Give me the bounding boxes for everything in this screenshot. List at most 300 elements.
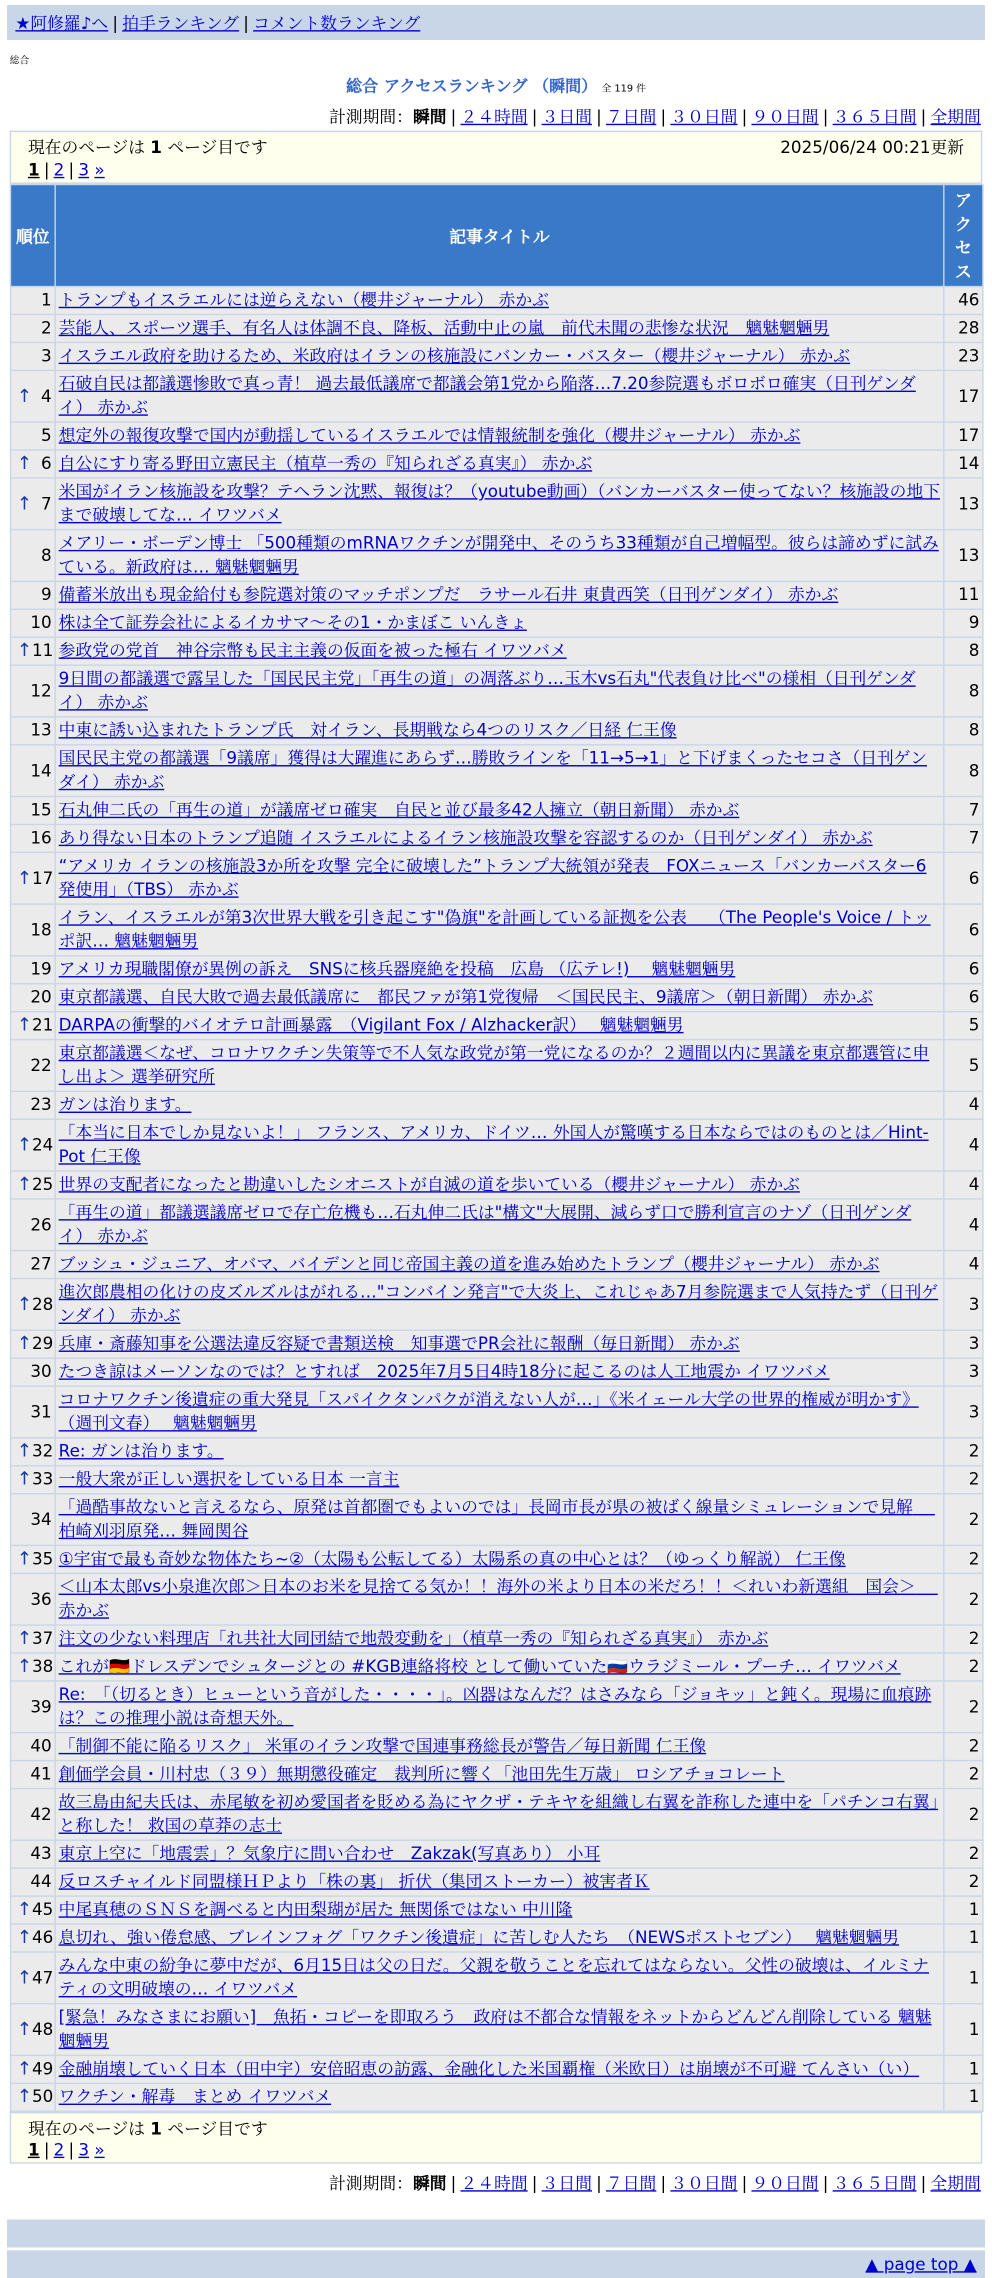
title-cell — [56, 343, 943, 370]
table-row — [11, 1359, 982, 1386]
title-cell — [56, 1841, 943, 1868]
title-cell — [56, 797, 943, 824]
rank-cell — [11, 2084, 54, 2111]
article-link[interactable]: 9日間の都議選で露呈した「国民民主党」「再生の道」の凋落ぶり…玉木vs石丸"代表負け比べ"の様相（日刊ゲンダイ） 赤かぶ — [58, 668, 916, 712]
table-row — [11, 853, 982, 903]
article-link[interactable]: ①宇宙で最も奇妙な物体たち~②（太陽も公転してる）太陽系の真の中心とは？（ゆっくり解説） 仁王像 — [58, 1548, 846, 1569]
up-arrow-icon: ↑ — [16, 1628, 33, 1650]
rank-cell — [11, 1012, 54, 1039]
article-link[interactable]: DARPAの衝撃的バイオテロ計画暴露 （Vigilant Fox / Alzhacker訳） 魑魅魍魎男 — [58, 1015, 684, 1035]
article-link[interactable]: 東京都議選、自民大敗で過去最低議席に 都民ファが第1党復帰 ＜国民民主、9議席＞（朝日新聞） 赤かぶ — [58, 987, 874, 1007]
rank-number: 48 — [32, 2019, 54, 2039]
rank-cell — [11, 287, 54, 314]
table-row — [11, 287, 982, 314]
access-count: 1 — [945, 2056, 983, 2083]
rank-number: 1 — [41, 290, 52, 310]
article-link[interactable]: 注文の少ない料理店「れ共社大同団結で地殻変動を」（植草一秀の『知られざる真実』） 赤かぶ — [58, 1628, 769, 1649]
article-link[interactable]: 息切れ、強い倦怠感、ブレインフォグ「ワクチン後遺症」に苦しむ人たち （NEWSポストセブン） 魑魅魍魎男 — [58, 1927, 900, 1948]
up-arrow-icon: ↑ — [16, 1015, 33, 1037]
page-link[interactable]: 3 — [78, 160, 90, 180]
period-link[interactable]: ３６５日間 — [832, 2173, 917, 2194]
title-cell — [56, 315, 943, 342]
title-cell — [56, 451, 943, 478]
up-arrow-icon: ↑ — [16, 1441, 33, 1463]
access-count: 2 — [945, 1733, 983, 1760]
rank-number: 40 — [30, 1736, 52, 1756]
rank-number: 38 — [32, 1656, 54, 1677]
rank-number: 30 — [30, 1361, 52, 1382]
rank-cell — [11, 984, 54, 1011]
article-link[interactable]: たつき諒はメーソンなのでは？とすれば 2025年7月5日4時18分に起こるのは人工地震か イワツバメ — [58, 1361, 830, 1382]
access-count: 1 — [945, 1897, 983, 1924]
rank-number: 50 — [32, 2086, 54, 2107]
table-row — [11, 1682, 982, 1732]
period-separator: | — [450, 106, 457, 127]
table-row — [11, 479, 982, 529]
period-current: 瞬間 — [412, 2173, 447, 2194]
article-link[interactable]: 進次郎農相の化けの皮ズルズルはがれる…"コンバイン発言"で大炎上、これじゃあ7月参院選まで人気持たず（日刊ゲンダイ） 赤かぶ — [58, 1282, 939, 1326]
period-separator: | — [660, 106, 667, 127]
period-link[interactable]: ３６５日間 — [832, 106, 917, 127]
title-cell — [56, 1172, 943, 1199]
article-link[interactable]: 兵庫・斎藤知事を公選法違反容疑で書類送検 知事選でPR会社に報酬（毎日新聞） 赤かぶ — [58, 1333, 740, 1354]
period-label: 計測期間： — [329, 2173, 413, 2194]
table-row — [11, 1626, 982, 1653]
total-count: 全 119 件 — [601, 83, 646, 95]
ranking-table — [10, 184, 984, 2112]
page-separator: | — [43, 160, 50, 180]
rank-number: 37 — [32, 1628, 54, 1649]
page-link[interactable]: 3 — [78, 2139, 90, 2160]
article-link[interactable]: 東京都議選＜なぜ、コロナワクチン失策等で不人気な政党が第一党になるのか？２週間以内に異議を東京都選管に申し出よ＞ 選挙研究所 — [58, 1043, 930, 1087]
article-link[interactable]: 「本当に日本でしか見ないよ！」 フランス、アメリカ、ドイツ… 外国人が驚嘆する日本ならではのものとは／Hint-Pot 仁王像 — [58, 1122, 929, 1167]
title-cell — [56, 2004, 943, 2054]
rank-number: 44 — [30, 1871, 52, 1892]
access-count: 8 — [945, 666, 983, 716]
period-link[interactable]: 全期間 — [930, 2173, 981, 2194]
access-count: 3 — [945, 1387, 983, 1437]
table-row — [11, 315, 982, 342]
table-row — [11, 746, 982, 796]
access-count: 2 — [945, 1682, 983, 1732]
access-count: 5 — [945, 1040, 983, 1090]
rank-cell — [11, 1789, 54, 1839]
rank-number: 4 — [41, 385, 52, 406]
period-separator: | — [450, 2173, 457, 2194]
title-cell — [56, 1387, 943, 1437]
table-row — [11, 984, 982, 1011]
ranking-rows — [11, 287, 982, 2110]
article-link[interactable]: メアリー・ボーデン博士 「500種類のmRNAワクチンが開発中、そのうち33種類が自己増幅型。彼らは諦めずに試みている。新政府は… 魑魅魍魎男 — [58, 533, 939, 577]
access-count: 2 — [945, 1789, 983, 1839]
table-row — [11, 825, 982, 852]
article-link[interactable]: 備蓄米放出も現金給付も参院選対策のマッチポンプだ ラサール石井 東貴西笑（日刊ゲンダイ） 赤かぶ — [58, 584, 839, 605]
page-title — [0, 75, 992, 97]
article-link[interactable]: 米国がイラン核施設を攻撃？テヘラン沈黙、報復は？（youtube動画）（バンカーバスター使ってない？核施設の地下まで破壊してな… イワツバメ — [58, 481, 940, 525]
access-count: 4 — [945, 1172, 983, 1199]
table-row — [11, 666, 982, 716]
rank-cell — [11, 1251, 54, 1278]
period-link[interactable]: ２４時間 — [460, 106, 528, 127]
rank-cell — [11, 956, 54, 983]
title-cell — [56, 1682, 943, 1732]
rank-cell — [11, 479, 54, 529]
table-row — [11, 1439, 982, 1466]
clap-ranking-link[interactable]: 拍手ランキング — [122, 13, 240, 33]
table-row — [11, 1092, 982, 1119]
title-cell — [56, 1733, 943, 1760]
up-arrow-icon: ↑ — [16, 1333, 33, 1355]
article-link[interactable]: これが🇩🇪ドレスデンでシュタージとの #KGB連絡将校 として働いていた🇷🇺ウラジミール・プーチ… イワツバメ — [58, 1656, 901, 1677]
rank-number: 24 — [32, 1134, 54, 1155]
access-count: 4 — [945, 1200, 983, 1250]
article-link[interactable]: 国民民主党の都議選「9議席」獲得は大躍進にあらず…勝敗ラインを「11→5→1」と下げまくったセコさ（日刊ゲンダイ） 赤かぶ — [58, 748, 927, 792]
table-row — [11, 1925, 982, 1952]
table-row — [11, 2056, 982, 2083]
period-link[interactable]: ３日間 — [541, 106, 592, 127]
rank-cell — [11, 1200, 54, 1250]
access-count: 2 — [945, 1546, 983, 1573]
up-arrow-icon: ↑ — [16, 1134, 33, 1156]
rank-number: 47 — [32, 1967, 54, 1987]
period-label: 計測期間： — [329, 106, 413, 127]
period-separator: | — [920, 2173, 927, 2194]
title-cell — [56, 1092, 943, 1119]
table-row — [11, 1897, 982, 1924]
period-current: 瞬間 — [412, 106, 447, 127]
article-link[interactable]: 「再生の道」都議選議席ゼロで存亡危機も…石丸伸二氏は"構文"大展開、減らず口で勝利宣言のナゾ（日刊ゲンダイ） 赤かぶ — [58, 1202, 912, 1246]
access-count: 17 — [945, 371, 983, 421]
table-row — [11, 1279, 982, 1329]
up-arrow-icon: ↑ — [16, 2058, 33, 2080]
rank-number: 18 — [30, 919, 52, 940]
article-link[interactable]: あり得ない日本のトランプ追随 イスラエルによるイラン核施設攻撃を容認するのか（日刊ゲンダイ） 赤かぶ — [58, 827, 873, 848]
access-count: 6 — [945, 956, 983, 983]
table-row — [11, 2084, 982, 2111]
access-count: 28 — [945, 315, 983, 342]
article-link[interactable]: トランプもイスラエルには逆らえない（櫻井ジャーナル） 赤かぶ — [58, 290, 549, 310]
current-page-text: 現在のページは 1 ページ目です — [27, 137, 268, 158]
title-cell — [56, 1761, 943, 1788]
nav-separator: | — [243, 13, 249, 33]
rank-number: 10 — [30, 612, 52, 633]
table-row — [11, 1789, 982, 1839]
article-link[interactable]: ワクチン・解毒 まとめ イワツバメ — [58, 2086, 332, 2107]
table-row — [11, 1494, 982, 1544]
table-row — [11, 423, 982, 450]
rank-cell — [11, 1925, 54, 1952]
access-count: 1 — [945, 2004, 983, 2054]
article-link[interactable]: 株は全て証券会社によるイカサマ～その1・かまぼこ いんきょ — [58, 612, 527, 633]
title-cell — [56, 1359, 943, 1386]
table-row — [11, 2004, 982, 2054]
access-count: 6 — [945, 905, 983, 955]
table-row — [11, 1574, 982, 1624]
table-row — [11, 582, 982, 609]
table-row — [11, 638, 982, 665]
table-row — [11, 1869, 982, 1896]
home-link[interactable]: ★阿修羅♪へ — [15, 13, 109, 33]
rank-cell — [11, 718, 54, 745]
table-row — [11, 1120, 982, 1170]
article-link[interactable]: コロナワクチン後遺症の重大発見「スパイクタンパクが消えない人が…」《米イェール大学の世界的権威が明かす》 （週刊文春） 魑魅魍魎男 — [58, 1389, 919, 1433]
title-cell — [56, 1869, 943, 1896]
table-row — [11, 1012, 982, 1039]
title-cell — [56, 1439, 943, 1466]
article-link[interactable]: 「制御不能に陥るリスク」 米軍のイラン攻撃で国連事務総長が警告／毎日新聞 仁王像 — [58, 1736, 707, 1756]
article-link[interactable]: “アメリカ イランの核施設3か所を攻撃 完全に破壊した”トランプ大統領が発表 FOXニュース「バンカーバスター6発使用」（TBS） 赤かぶ — [58, 855, 927, 900]
rank-number: 39 — [30, 1696, 52, 1716]
article-link[interactable]: イスラエル政府を助けるため、米政府はイランの核施設にバンカー・バスター（櫻井ジャーナル） 赤かぶ — [58, 345, 851, 366]
table-row — [11, 1654, 982, 1681]
rank-cell — [11, 1546, 54, 1573]
access-count: 2 — [945, 1494, 983, 1544]
title-cell — [56, 718, 943, 745]
next-page-link[interactable]: » — [94, 2139, 105, 2160]
rank-number: 23 — [30, 1094, 52, 1115]
period-link[interactable]: ７日間 — [606, 106, 657, 127]
rank-number: 16 — [30, 827, 52, 848]
title-cell — [56, 825, 943, 852]
article-link[interactable]: みんな中東の紛争に夢中だが、6月15日は父の日だ。父親を敬うことを忘れてはならない。父性の破壊は、イルミナティの文明破壊の… イワツバメ — [58, 1955, 930, 1999]
article-link[interactable]: 創価学会員・川村忠（３９）無期懲役確定 裁判所に響く「池田先生万歳」 ロシアチョコレート — [58, 1764, 785, 1784]
page-link[interactable]: 2 — [53, 160, 65, 180]
title-cell — [56, 1925, 943, 1952]
table-row — [11, 610, 982, 637]
rank-cell — [11, 1841, 54, 1868]
rank-number: 36 — [30, 1588, 52, 1609]
title-cell — [56, 905, 943, 955]
page-top-link[interactable]: ▲ page top ▲ — [865, 2254, 977, 2275]
comment-ranking-link[interactable]: コメント数ランキング — [253, 13, 421, 33]
period-separator: | — [531, 2173, 538, 2194]
table-row — [11, 1733, 982, 1760]
rank-cell — [11, 582, 54, 609]
page-links-bottom — [28, 2140, 964, 2160]
rank-cell — [11, 797, 54, 824]
article-link[interactable]: 中尾真穂のＳＮＳを調べると内田梨瑚が居た 無関係ではない 中川隆 — [58, 1899, 573, 1920]
title-cell — [56, 666, 943, 716]
article-link[interactable]: 石丸伸二氏の「再生の道」が議席ゼロ確実 自民と並び最多42人擁立（朝日新聞） 赤かぶ — [58, 800, 740, 820]
access-count: 7 — [945, 797, 983, 824]
up-arrow-icon: ↑ — [16, 1174, 33, 1196]
rank-cell — [11, 1439, 54, 1466]
table-row — [11, 1953, 982, 2003]
title-cell — [56, 1494, 943, 1544]
period-selector — [0, 104, 981, 128]
rank-number: 9 — [41, 584, 52, 605]
access-count: 6 — [945, 984, 983, 1011]
up-arrow-icon: ↑ — [16, 1469, 33, 1491]
up-arrow-icon: ↑ — [16, 493, 33, 515]
title-cell — [56, 1574, 943, 1624]
title-cell — [56, 1654, 943, 1681]
rank-number: 45 — [32, 1899, 54, 1920]
rank-number: 7 — [41, 493, 52, 513]
rank-number: 31 — [30, 1401, 52, 1422]
access-count: 2 — [945, 1654, 983, 1681]
rank-cell — [11, 1387, 54, 1437]
article-link[interactable]: 石破自民は都議選惨敗で真っ青！ 過去最低議席で都議会第1党から陥落…7.20参院選もボロボロ確実（日刊ゲンダイ） 赤かぶ — [58, 373, 916, 418]
period-link[interactable]: ９０日間 — [751, 2173, 819, 2194]
rank-cell — [11, 610, 54, 637]
table-row — [11, 1172, 982, 1199]
period-separator: | — [596, 106, 602, 127]
access-count: 2 — [945, 1466, 983, 1493]
article-link[interactable]: 一般大衆が正しい選択をしている日本 一言主 — [58, 1469, 400, 1489]
rank-number: 17 — [32, 867, 54, 888]
table-row — [11, 1546, 982, 1573]
rank-number: 5 — [41, 425, 52, 446]
article-link[interactable]: 故三島由紀夫氏は、赤尾敏を初め愛国者を貶める為にヤクザ・テキヤを組織し右翼を詐称した連中を「パチンコ右翼」と称した！ 救国の草莽の志士 — [58, 1792, 939, 1836]
article-link[interactable]: 中東に誘い込まれたトランプ氏 対イラン、長期戦なら4つのリスク／日経 仁王像 — [58, 720, 677, 740]
rank-number: 2 — [41, 317, 52, 338]
page-top-bar — [7, 2250, 985, 2278]
article-link[interactable]: 反ロスチャイルド同盟様ＨＰより「株の裏」 折伏（集団ストーカー）被害者Ｋ — [58, 1871, 650, 1892]
period-link[interactable]: ２４時間 — [460, 2173, 528, 2194]
table-row — [11, 718, 982, 745]
rank-cell — [11, 1574, 54, 1624]
access-count: 5 — [945, 1012, 983, 1039]
top-nav-bar — [7, 5, 985, 40]
rank-cell — [11, 1120, 54, 1170]
access-count: 46 — [945, 287, 983, 314]
rank-number: 6 — [41, 453, 52, 474]
rank-cell — [11, 1897, 54, 1924]
article-link[interactable]: 自公にすり寄る野田立憲民主（植草一秀の『知られざる真実』） 赤かぶ — [58, 453, 593, 474]
table-row — [11, 1331, 982, 1358]
rank-cell — [11, 371, 54, 421]
rank-cell — [11, 1279, 54, 1329]
rank-number: 28 — [32, 1293, 54, 1314]
article-link[interactable]: 世界の支配者になったと勘違いしたシオニストが自滅の道を歩いている（櫻井ジャーナル） 赤かぶ — [58, 1174, 800, 1195]
table-row — [11, 905, 982, 955]
rank-cell — [11, 1466, 54, 1493]
article-link[interactable]: 想定外の報復攻撃で国内が動揺しているイスラエルでは情報統制を強化（櫻井ジャーナル） 赤かぶ — [58, 425, 801, 446]
up-arrow-icon: ↑ — [16, 2086, 33, 2108]
rank-cell — [11, 343, 54, 370]
article-link[interactable]: Re: ガンは治ります。 — [58, 1441, 224, 1461]
access-count: 13 — [945, 479, 983, 529]
access-count: 1 — [945, 1925, 983, 1952]
title-cell — [56, 371, 943, 421]
rank-cell — [11, 530, 54, 580]
rank-number: 22 — [30, 1054, 52, 1075]
up-arrow-icon: ↑ — [16, 1656, 33, 1678]
rank-cell — [11, 746, 54, 796]
access-count: 3 — [945, 1359, 983, 1386]
access-count: 14 — [945, 451, 983, 478]
table-row — [11, 1040, 982, 1090]
period-link[interactable]: 全期間 — [930, 106, 981, 127]
article-link[interactable]: 参政党の党首 神谷宗幣も民主主義の仮面を被った極右 イワツバメ — [58, 640, 567, 661]
up-arrow-icon: ↑ — [16, 385, 33, 407]
access-count: 9 — [945, 610, 983, 637]
page-title-text: 総合 アクセスランキング （瞬間） — [346, 76, 598, 96]
access-header: アクセス — [945, 185, 983, 286]
rank-cell — [11, 423, 54, 450]
title-cell — [56, 984, 943, 1011]
access-count: 13 — [945, 530, 983, 580]
period-link[interactable]: ３０日間 — [670, 106, 738, 127]
table-row — [11, 797, 982, 824]
rank-number: 19 — [30, 959, 52, 979]
updated-time: 2025/06/24 00:21更新 — [780, 137, 965, 158]
article-link[interactable]: アメリカ現職閣僚が異例の訴え SNSに核兵器廃絶を投稿 広島 （広テレ!) 魑魅魍魎男 — [58, 959, 736, 979]
article-link[interactable]: [緊急！みなさまにお願い] 魚拓・コピーを即取ろう 政府は不都合な情報をネットからどんどん削除している 魑魅魍魎男 — [58, 2007, 932, 2051]
title-cell — [56, 1251, 943, 1278]
page-link[interactable]: 2 — [53, 2139, 65, 2160]
rank-number: 14 — [30, 760, 52, 780]
rank-cell — [11, 666, 54, 716]
bottom-bar — [7, 2220, 985, 2248]
title-cell — [56, 479, 943, 529]
article-link[interactable]: 金融崩壊していく日本（田中宇）安倍昭恵の訪露、金融化した米国覇権（米欧日）は崩壊が不可避 てんさい（い） — [58, 2058, 920, 2079]
period-link[interactable]: ３０日間 — [670, 2173, 738, 2194]
title-cell — [56, 1331, 943, 1358]
page-current: 1 — [27, 2139, 40, 2160]
article-link[interactable]: ＜山本太郎vs小泉進次郎＞日本のお米を見捨てる気か！！海外の米より日本の米だろ！！＜れいわ新選組 国会＞ 赤かぶ — [58, 1576, 938, 1621]
rank-number: 33 — [32, 1469, 54, 1489]
period-link[interactable]: ３日間 — [541, 2173, 592, 2194]
rank-number: 8 — [41, 545, 52, 565]
period-separator: | — [822, 106, 829, 127]
title-cell — [56, 1897, 943, 1924]
pagination-box-bottom — [10, 2112, 982, 2164]
rank-cell — [11, 1494, 54, 1544]
access-count: 1 — [945, 1953, 983, 2003]
period-link[interactable]: ７日間 — [606, 2173, 657, 2194]
title-cell — [56, 530, 943, 580]
rank-number: 26 — [30, 1214, 52, 1234]
table-row — [11, 1761, 982, 1788]
period-separator: | — [822, 2173, 829, 2194]
table-row — [11, 530, 982, 580]
up-arrow-icon: ↑ — [16, 640, 33, 662]
article-link[interactable]: 「過酷事故ないと言えるなら、原発は首都圏でもよいのでは」長岡市長が県の被ばく線量シミュレーションで見解 柏崎刈羽原発… 舞岡関谷 — [58, 1497, 935, 1541]
next-page-link[interactable]: » — [94, 160, 105, 180]
title-cell — [56, 287, 943, 314]
access-count: 4 — [945, 1092, 983, 1119]
title-cell — [56, 956, 943, 983]
nav-separator: | — [112, 13, 119, 33]
period-link[interactable]: ９０日間 — [751, 106, 819, 127]
access-count: 11 — [945, 582, 983, 609]
article-link[interactable]: ガンは治ります。 — [58, 1094, 192, 1115]
title-cell — [56, 1200, 943, 1250]
rank-cell — [11, 1654, 54, 1681]
article-link[interactable]: 東京上空に「地震雲」？気象庁に問い合わせ Zakzak(写真あり） 小耳 — [58, 1843, 601, 1864]
category-label: 総合 — [9, 55, 30, 67]
title-cell — [56, 582, 943, 609]
rank-number: 20 — [30, 987, 52, 1007]
rank-cell — [11, 1172, 54, 1199]
rank-number: 41 — [30, 1764, 52, 1784]
rank-cell — [11, 1761, 54, 1788]
article-link[interactable]: Re: 「（切るとき）ヒューという音がした・・・・」。凶器はなんだ？はさみなら「ジョキッ」と鈍く。現場に血痕跡は？この推理小説は奇想天外。 — [58, 1684, 932, 1728]
rank-number: 35 — [32, 1548, 54, 1569]
period-separator: | — [531, 106, 538, 127]
up-arrow-icon: ↑ — [16, 1967, 33, 1989]
rank-number: 42 — [30, 1803, 52, 1824]
rank-cell — [11, 1953, 54, 2003]
article-link[interactable]: イラン、イスラエルが第3次世界大戦を引き起こす"偽旗"を計画している証拠を公表 （The People's Voice / トッポ訳… 魑魅魍魎男 — [58, 907, 931, 951]
access-count: 2 — [945, 1841, 983, 1868]
article-link[interactable]: 芸能人、スポーツ選手、有名人は体調不良、降板、活動中止の嵐 前代未聞の悲惨な状況 魑魅魍魎男 — [58, 317, 830, 338]
article-link[interactable]: ブッシュ・ジュニア、オバマ、バイデンと同じ帝国主義の道を進み始めたトランプ（櫻井ジャーナル） 赤かぶ — [58, 1254, 880, 1274]
up-arrow-icon: ↑ — [16, 1548, 33, 1570]
page-links — [28, 160, 964, 180]
